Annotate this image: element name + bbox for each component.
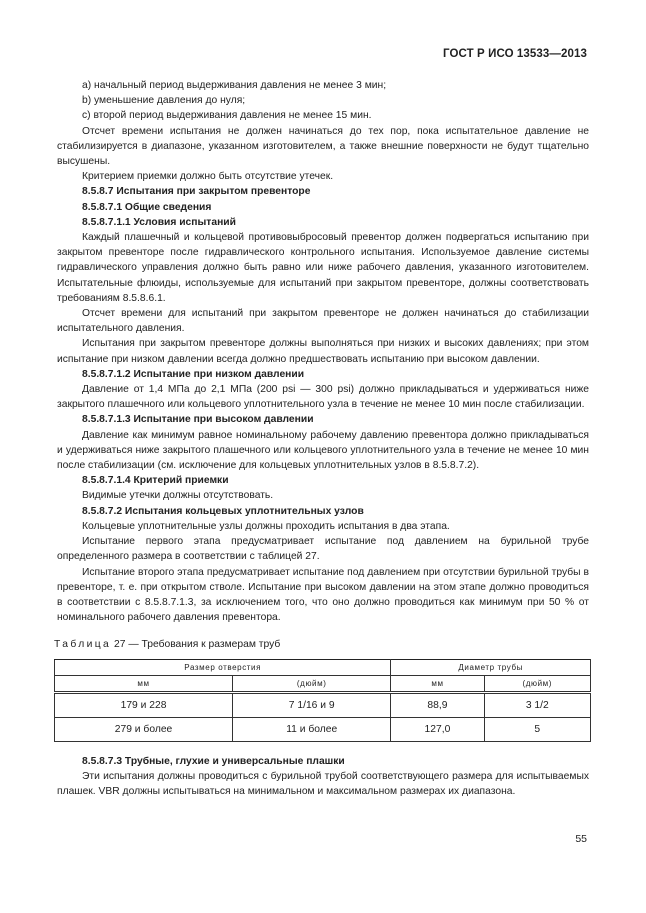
body-text-top	[57, 78, 589, 625]
section-heading: 8.5.8.7.1.2 Испытание при низком давлении	[82, 368, 305, 380]
section-heading: 8.5.8.7.1.1 Условия испытаний	[82, 216, 236, 228]
header-pipe-diameter: Диаметр трубы	[391, 659, 591, 675]
paragraph: Испытание первого этапа предусматривает испытание под давлением на бурильной трубе определенного размера в соответствии с таблицей 27.	[57, 536, 589, 563]
section-heading: 8.5.8.7.1.4 Критерий приемки	[82, 475, 229, 487]
section-heading: 8.5.8.7.2 Испытания кольцевых уплотнительных узлов	[82, 505, 364, 517]
subheader-inch: (дюйм)	[484, 675, 590, 692]
document-header: ГОСТ Р ИСО 13533—2013	[442, 48, 587, 60]
paragraph: c) второй период выдерживания давления не менее 15 мин.	[82, 110, 372, 122]
table-cell: 3 1/2	[484, 692, 590, 717]
table-cell: 279 и более	[55, 717, 233, 741]
section-heading: 8.5.8.7.3 Трубные, глухие и универсальные плашки	[82, 755, 345, 767]
subheader-mm: мм	[55, 675, 233, 692]
table-caption	[54, 637, 589, 652]
table-cell: 11 и более	[233, 717, 391, 741]
table-cell: 7 1/16 и 9	[233, 692, 391, 717]
body-text-bottom	[57, 754, 589, 800]
table-cell: 179 и 228	[55, 692, 233, 717]
section-heading: 8.5.8.7.1 Общие сведения	[82, 201, 212, 213]
table-cell: 127,0	[391, 717, 484, 741]
paragraph: Отсчет времени для испытаний при закрытом превенторе не должен начинаться до стабилизации испытательного давления.	[57, 308, 589, 335]
table-cell: 88,9	[391, 692, 484, 717]
subheader-inch: (дюйм)	[233, 675, 391, 692]
paragraph: Испытание второго этапа предусматривает испытание под давлением при отсутствии бурильной трубы в превенторе, т. е. при открытом стволе. Испытание при высоком давлении на этом этапе должно проводиться в соответствии с 8.5.8.7.1.3, за исключением того, что оно должно проводиться как минимум при 50 % от номинального рабочего давления превентора.	[57, 566, 589, 624]
paragraph: Эти испытания должны проводиться с бурильной трубой соответствующего размера для испытываемых плашек. VBR должны испытываться на минимальном и максимальном размерах их диапазона.	[57, 771, 589, 798]
header-bore-size: Размер отверстия	[55, 659, 391, 675]
paragraph: Испытания при закрытом превенторе должны выполняться при низких и высоких давлениях; при этом испытание при низком давлении всегда должно предшествовать испытанию при высоком давлении.	[57, 338, 589, 365]
paragraph: a) начальный период выдерживания давления не менее 3 мин;	[82, 80, 387, 91]
table-caption-prefix: Таблица	[54, 639, 112, 651]
paragraph: Критерием приемки должно быть отсутствие утечек.	[82, 171, 334, 183]
subheader-mm: мм	[391, 675, 484, 692]
paragraph: Давление как минимум равное номинальному рабочему давлению превентора должно прикладываться и удерживаться ниже закрытого плашечного или кольцевого уплотнительного узла в течение не менее 10 мин после стабилизации (см. исключение для кольцевых уплотнительных узлов в 8.5.8.7.2).	[57, 429, 589, 472]
table-cell: 5	[484, 717, 590, 741]
section-heading: 8.5.8.7 Испытания при закрытом превенторе	[82, 186, 311, 198]
page-content	[54, 78, 589, 800]
table-sub-header-row	[55, 675, 591, 692]
table-row	[55, 692, 591, 717]
table-row	[55, 717, 591, 741]
table-group-header-row	[55, 659, 591, 675]
table-caption-title: 27 — Требования к размерам труб	[111, 639, 281, 651]
paragraph: b) уменьшение давления до нуля;	[82, 95, 246, 107]
paragraph: Давление от 1,4 МПа до 2,1 МПа (200 psi — 300 psi) должно прикладываться и удерживаться ниже закрытого плашечного или кольцевого уплотнительного узла в течение не менее 10 мин после стабилизации.	[57, 384, 589, 411]
page-number: 55	[575, 833, 587, 845]
paragraph: Видимые утечки должны отсутствовать.	[82, 490, 274, 502]
paragraph: Отсчет времени испытания не должен начинаться до тех пор, пока испытательное давление не стабилизируется в диапазоне, указанном изготовителем, а также внешние поверхности не будут тщательно высушены.	[57, 125, 589, 168]
paragraph: Каждый плашечный и кольцевой противовыбросовый превентор должен подвергаться испытанию при закрытом превенторе после гидравлического контрольного испытания. Используемое давление системы гидравлического управления должно быть равно или ниже рабочего давления, указанного изготовителем. Испытательные флюиды, используемые для испытаний при закрытом превенторе, должны соответствовать требованиям 8.5.8.6.1.	[57, 232, 589, 304]
paragraph: Кольцевые уплотнительные узлы должны проходить испытания в два этапа.	[82, 520, 450, 532]
section-heading: 8.5.8.7.1.3 Испытание при высоком давлении	[82, 414, 314, 426]
pipe-size-table	[54, 659, 591, 742]
